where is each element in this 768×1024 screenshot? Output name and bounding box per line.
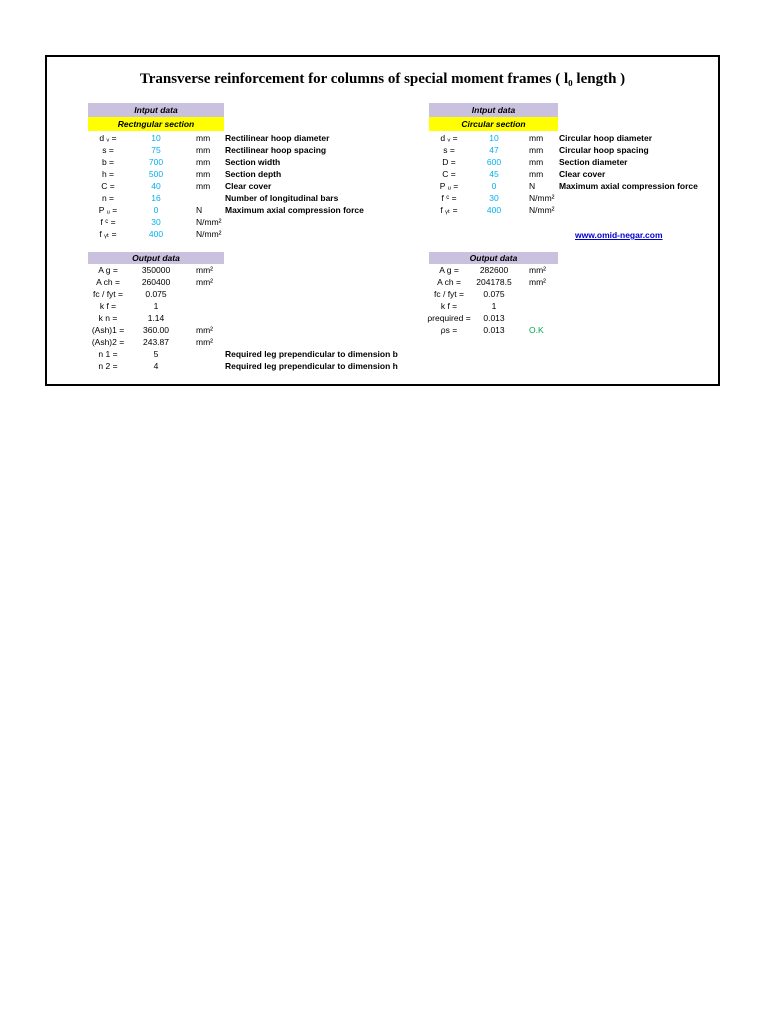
data-row [88,336,388,348]
row-description: Rectilinear hoop diameter [225,133,330,143]
row-unit: mm² [196,265,213,275]
row-unit: mm² [196,325,213,335]
circ-output-header: Output data [429,252,558,264]
data-row [429,132,729,144]
row-description: Number of longitudinal bars [225,193,339,203]
row-value: 282600 [479,265,509,275]
row-description: Clear cover [559,169,606,179]
row-value: 243.87 [143,337,169,347]
row-unit: mm² [196,337,213,347]
row-label: D = [442,157,456,167]
row-value: 0 [153,205,159,215]
row-label: A g = [98,265,118,275]
row-value: 0.075 [145,289,167,299]
rect-section-header: Rectngular section [88,117,224,131]
row-label: fc / fyt = [93,289,123,299]
row-value: 30 [489,193,499,203]
row-label: P ᵤ = [98,205,118,215]
row-value: 400 [148,229,164,239]
row-unit: mm [196,169,211,179]
row-unit: mm [196,133,211,143]
row-value: 30 [151,217,161,227]
data-row [429,264,729,276]
data-row [429,144,729,156]
row-label: d ᵥ = [440,133,458,143]
row-label: P ᵤ = [439,181,459,191]
row-label: s = [443,145,455,155]
row-unit: N/mm² [196,217,222,227]
row-unit: mm² [196,277,213,287]
page-title: Transverse reinforcement for columns of special moment frames ( l₀ length ) [139,71,626,87]
data-row [88,216,388,228]
row-label: A ch = [437,277,461,287]
data-row [88,324,388,336]
row-value: 204178.5 [476,277,512,287]
row-value: 4 [153,361,159,371]
row-value: 16 [151,193,161,203]
row-value: 0 [491,181,497,191]
row-label: n 2 = [98,361,118,371]
row-label: (Ash)2 = [91,337,125,347]
row-label: ρs = [440,325,458,335]
row-value: 75 [151,145,161,155]
row-label: h = [101,169,115,179]
data-row [88,144,388,156]
data-row [429,288,729,300]
worksheet [45,55,720,386]
row-unit: mm [196,145,211,155]
row-unit: N/mm² [529,205,555,215]
row-value: 260400 [141,277,171,287]
row-description: Required leg prependicular to dimension h [225,361,398,371]
data-row [88,132,388,144]
data-row [429,192,729,204]
rect-input-header: Intput data [88,103,224,117]
row-description: Required leg prependicular to dimension b [225,349,398,359]
data-row [429,204,729,216]
row-description: Maximum axial compression force [225,205,364,215]
data-row [429,168,729,180]
row-value: 10 [151,133,161,143]
website-link[interactable]: www.omid-negar.com [575,230,663,240]
row-description: Clear cover [225,181,272,191]
row-unit: mm² [529,265,546,275]
data-row [88,228,388,240]
row-description: Rectilinear hoop spacing [225,145,327,155]
row-value: 400 [486,205,502,215]
row-label: f ᵧₜ = [440,205,458,215]
row-label: fc / fyt = [434,289,464,299]
row-value: 10 [489,133,499,143]
row-value: 350000 [141,265,171,275]
circ-section-header: Circular section [429,117,558,131]
data-row [88,264,388,276]
row-label: n 1 = [98,349,118,359]
data-row [429,156,729,168]
row-unit: mm [529,133,544,143]
row-label: f ᶜ = [441,193,457,203]
row-unit: mm² [529,277,546,287]
rect-output-header: Output data [88,252,224,264]
row-unit: mm [196,157,211,167]
circ-input-header: Intput data [429,103,558,117]
data-row [429,180,729,192]
row-unit: mm [529,145,544,155]
data-row [88,312,388,324]
row-label: C = [442,169,456,179]
row-value: 1 [153,301,159,311]
row-label: d ᵥ = [99,133,117,143]
row-unit: N [196,205,203,215]
row-unit: O.K [529,325,544,335]
row-value: 47 [489,145,499,155]
row-label: A ch = [96,277,120,287]
data-row [429,312,729,324]
data-row [88,300,388,312]
data-row [88,348,398,360]
row-unit: mm [196,181,211,191]
row-value: 500 [148,169,164,179]
row-label: k f = [440,301,458,311]
circ-block [429,103,719,383]
row-value: 45 [489,169,499,179]
row-description: Circular hoop spacing [559,145,649,155]
data-row [88,360,398,372]
data-row [429,324,729,336]
row-value: 40 [151,181,161,191]
row-label: b = [101,157,115,167]
row-value: 1 [491,301,497,311]
rect-block [88,103,408,383]
row-label: f ᶜ = [100,217,116,227]
row-description: Circular hoop diameter [559,133,653,143]
row-label: A g = [439,265,459,275]
data-row [429,276,729,288]
row-description: Section diameter [559,157,628,167]
row-label: k n = [98,313,118,323]
data-row [88,192,388,204]
row-value: 0.013 [483,313,505,323]
row-unit: N/mm² [529,193,555,203]
row-label: s = [102,145,114,155]
data-row [88,168,388,180]
row-value: 600 [486,157,502,167]
row-value: 700 [148,157,164,167]
row-label: k f = [99,301,117,311]
data-row [88,288,388,300]
row-label: ρrequired = [427,313,471,323]
row-label: C = [101,181,115,191]
row-description: Maximum axial compression force [559,181,698,191]
row-label: (Ash)1 = [91,325,125,335]
row-unit: N/mm² [196,229,222,239]
row-value: 1.14 [147,313,165,323]
row-label: n = [101,193,115,203]
row-label: f ᵧₜ = [99,229,117,239]
row-unit: mm [529,169,544,179]
row-unit: mm [529,157,544,167]
data-row [88,180,388,192]
row-value: 5 [153,349,159,359]
row-value: 360.00 [143,325,169,335]
data-row [429,300,729,312]
row-unit: N [529,181,536,191]
data-row [88,204,388,216]
row-description: Section width [225,157,281,167]
row-value: 0.013 [483,325,505,335]
data-row [88,276,388,288]
row-value: 0.075 [483,289,505,299]
data-row [88,156,388,168]
row-description: Section depth [225,169,282,179]
